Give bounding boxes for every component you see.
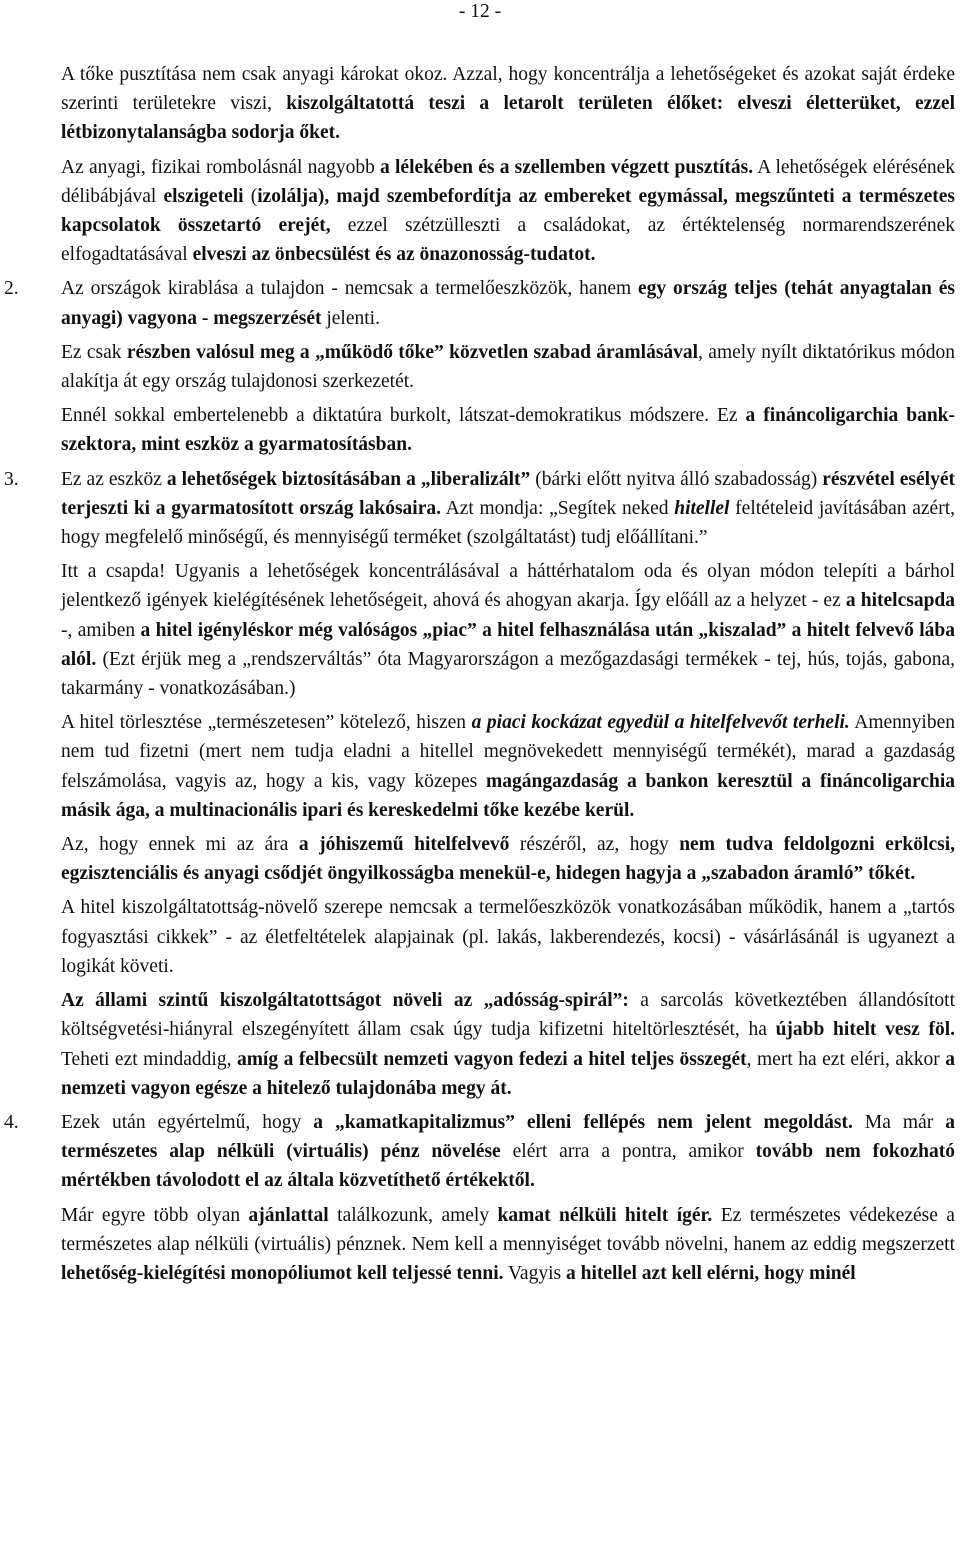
text-run: jelenti. bbox=[321, 307, 380, 329]
emphasized-text: egy ország teljes (tehát anyagtalan és anyagi) vagyona - megszerzését bbox=[61, 278, 955, 329]
text-run: Ez csak bbox=[61, 341, 127, 363]
emphasized-text: Az állami szintű kiszolgáltatottságot növeli az „adósság-spirál”: bbox=[61, 990, 629, 1012]
emphasized-text: izolálja), majd szembefordítja az embereket egymással, megszűnteti a természetes kapcsolatok összetartó erejét, bbox=[61, 185, 956, 237]
emphasized-text: tovább nem fokozható mértékben távolodott el az általa közvetíthető értékektől. bbox=[61, 1141, 955, 1192]
document-body bbox=[4, 60, 956, 1288]
text-run: -, amiben bbox=[61, 619, 141, 641]
text-run: , amely nyílt diktatórikus módon alakítja át egy ország tulajdonosi szerkezetét. bbox=[61, 341, 955, 393]
emphasized-text: a lélekében és a szellemben végzett pusztítás. bbox=[380, 156, 754, 178]
text-run: találkozunk, amely bbox=[328, 1204, 498, 1226]
emphasized-text: újabb hitelt vesz föl. bbox=[775, 1019, 955, 1041]
paragraph bbox=[61, 1201, 955, 1289]
emphasized-text: a fináncoligarchia bank-szektora, mint eszköz a gyarmatosításban. bbox=[61, 405, 956, 456]
list-number: 3. bbox=[4, 468, 19, 490]
page-number: - 12 - bbox=[458, 1, 502, 22]
text-run: A tőke pusztítása nem csak anyagi károkat okoz. Azzal, hogy koncentrálja a lehetőségeket és azokat saját érdeke szerinti területekre viszi, bbox=[61, 64, 955, 115]
list-number: 4. bbox=[4, 1111, 19, 1133]
emphasized-text: elszigeteli bbox=[163, 185, 244, 207]
text-run: részéről, az, hogy bbox=[509, 834, 680, 856]
paragraph bbox=[61, 986, 955, 1103]
emphasized-text: kiszolgáltatottá teszi a letarolt területen élőket: elveszi életterüket, ezzel létbizonytalanságba sodorja őket. bbox=[61, 93, 955, 144]
emphasized-text: részvétel esélyét terjeszti ki a gyarmatosított ország lakósaira. bbox=[61, 468, 955, 519]
emphasized-text: a hitel igényléskor még valóságos „piac” a hitel felhasználása után „kiszalad” a hitelt felvevő lába alól. bbox=[61, 619, 956, 670]
numbered-paragraph bbox=[4, 274, 955, 332]
text-run: Itt a csapda! Ugyanis a lehetőségek koncentrálásával a háttérhatalom oda és olyan módon telepíti a bárhol jelentkező igények kielégítésének lehetőségeit, ahová és ahogyan akarja. Így előáll az a helyzet - ez bbox=[61, 561, 955, 612]
text-run: A hitel törlesztése „természetesen” kötelező, hiszen bbox=[61, 712, 472, 734]
text-run: Vagyis bbox=[503, 1262, 566, 1284]
emphasized-text: a jóhiszemű hitelfelvevő bbox=[298, 834, 510, 856]
emphasized-text: a hitelcsapda bbox=[845, 590, 956, 612]
text-run: Azt mondja: „Segítek neked bbox=[440, 497, 675, 519]
paragraph bbox=[61, 708, 955, 825]
emphasized-text: hitellel bbox=[674, 497, 730, 519]
emphasized-text: a hitellel azt kell elérni, hogy minél bbox=[565, 1262, 856, 1284]
paragraph bbox=[61, 338, 955, 396]
numbered-paragraph bbox=[4, 465, 956, 553]
emphasized-text: ajánlattal bbox=[248, 1204, 329, 1226]
emphasized-text: a lehetőségek biztosításában a „liberalizált” bbox=[166, 468, 531, 490]
emphasized-text: a természetes alap nélküli (virtuális) pénz növelése bbox=[61, 1111, 955, 1163]
paragraph bbox=[61, 557, 955, 703]
paragraph bbox=[61, 830, 955, 888]
text-run: Amennyiben nem tud fizetni (mert nem tudja eladni a hitellel megnövekedett mennyiségű termékét), marad a gazdaság felszámolása, vagyis az, hogy a kis, vagy közepes bbox=[61, 712, 955, 792]
text-run: A hitel kiszolgáltatottság-növelő szerepe nemcsak a termelőeszközök vonatkozásában működik, hanem a „tartós fogyasztási cikkek” - az életfeltételek alapjainak (pl. lakás, lakberendezés, kocsi) - vásárlásánál is ugyanezt a logikát követi. bbox=[61, 897, 955, 977]
text-run: Már egyre több olyan bbox=[61, 1204, 249, 1226]
text-run: Ez az eszköz bbox=[61, 468, 167, 490]
emphasized-text: elveszi az önbecsülést és az önazonosság-tudatot. bbox=[192, 244, 596, 266]
text-run: Teheti ezt mindaddig, bbox=[61, 1048, 237, 1070]
paragraph bbox=[61, 153, 955, 270]
text-run: A lehetőségek elérésének délibábjával bbox=[61, 156, 956, 207]
emphasized-text: nem tudva feldolgozni erkölcsi, egzisztenciális és anyagi csődjét öngyilkosságba menekül-e, hidegen hagyja a „szabadon áramló” tőkét. bbox=[61, 834, 955, 885]
numbered-paragraph bbox=[4, 1108, 955, 1196]
emphasized-text: magángazdaság a bankon keresztül a fináncoligarchia másik ága, a multinacionális ipari és kereskedelmi tőke kezébe kerül. bbox=[61, 770, 956, 821]
emphasized-text: a nemzeti vagyon egésze a hitelező tulajdonába megy át. bbox=[61, 1048, 955, 1099]
emphasized-text: kamat nélküli hitelt ígér. bbox=[497, 1204, 713, 1226]
text-run: (Ezt érjük meg a „rendszerváltás” óta Magyarországon a mezőgazdasági termékek - tej, hús, tojás, gabona, takarmány - vonatkozásában.) bbox=[61, 648, 955, 700]
paragraph bbox=[61, 893, 955, 981]
text-run: feltételeid javításában azért, hogy megfelelő minőségű, és mennyiségű terméket (szolgáltatást) tudj előállítani.” bbox=[61, 497, 956, 549]
emphasized-text: lehetőség-kielégítési monopóliumot kell teljessé tenni. bbox=[61, 1262, 504, 1284]
emphasized-text: a piaci kockázat egyedül a hitelfelvevőt terheli. bbox=[471, 712, 850, 734]
text-run: Az, hogy ennek mi az ára bbox=[61, 834, 299, 856]
text-run: elért arra a pontra, amikor bbox=[500, 1141, 756, 1163]
text-run: ( bbox=[243, 185, 258, 207]
emphasized-text: részben valósul meg a „működő tőke” közvetlen szabad áramlásával bbox=[126, 341, 699, 363]
text-run: a sarcolás következtében állandósított költségvetési-hiányral elszegényített állam csak úgy tudja kifizetni hiteltörlesztését, ha bbox=[61, 990, 955, 1041]
paragraph bbox=[61, 401, 955, 459]
text-run: Ezek után egyértelmű, hogy bbox=[61, 1111, 314, 1133]
text-run: Ez természetes védekezése a természetes alap nélküli (virtuális) pénznek. Nem kell a mennyiséget tovább növelni, hanem az eddig megszerzett bbox=[61, 1204, 955, 1255]
paragraph bbox=[61, 60, 955, 148]
text-run: ezzel szétzülleszti a családokat, az értéktelenség normarendszerének elfogadtatásával bbox=[61, 215, 955, 266]
emphasized-text: a „kamatkapitalizmus” elleni fellépés nem jelent megoldást. bbox=[313, 1111, 853, 1133]
text-run: (bárki előtt nyitva álló szabadosság) bbox=[530, 468, 823, 490]
text-run: Ennél sokkal embertelenebb a diktatúra burkolt, látszat-demokratikus módszere. Ez bbox=[61, 405, 746, 427]
text-run: Az országok kirablása a tulajdon - nemcsak a termelőeszközök, hanem bbox=[61, 278, 639, 300]
text-run: Ma már bbox=[852, 1111, 946, 1133]
text-run: , mert ha ezt eléri, akkor bbox=[746, 1048, 946, 1070]
emphasized-text: amíg a felbecsült nemzeti vagyon fedezi a hitel teljes összegét bbox=[236, 1048, 747, 1070]
text-run: Az anyagi, fizikai rombolásnál nagyobb bbox=[61, 156, 381, 178]
list-number: 2. bbox=[4, 278, 19, 300]
